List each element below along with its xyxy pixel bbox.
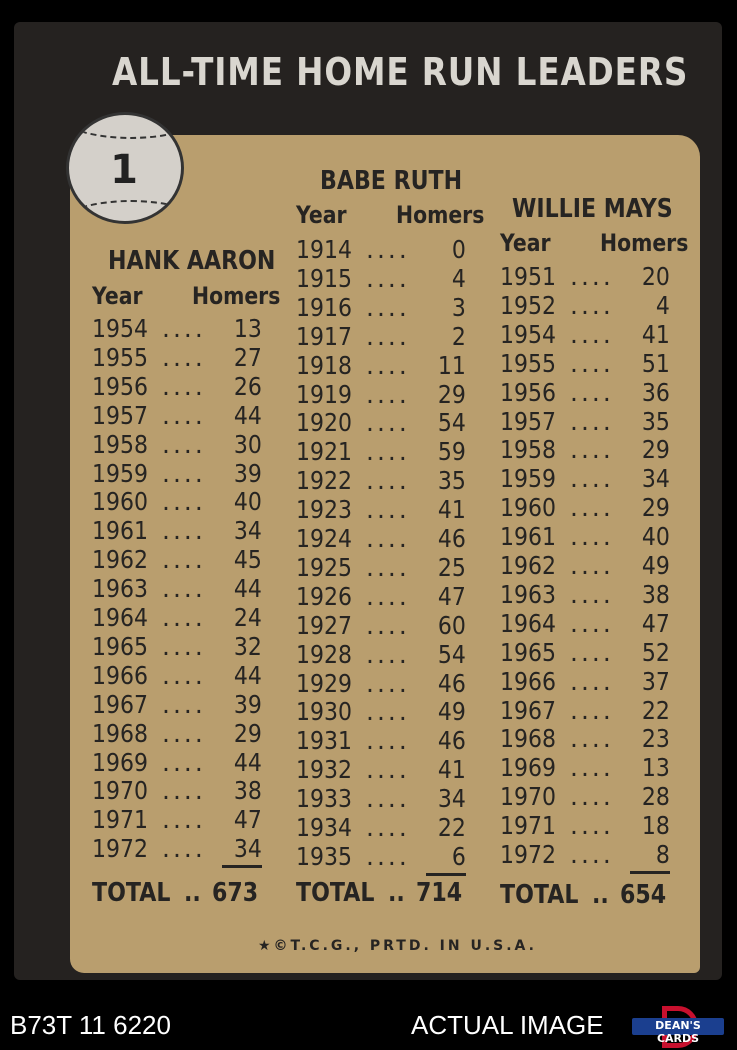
- stat-row: [92, 314, 262, 343]
- season-year: 1933: [296, 784, 352, 814]
- stat-row: [296, 495, 466, 524]
- season-year: 1916: [296, 292, 352, 322]
- season-homers: 36: [642, 377, 670, 407]
- leader-dots: ....: [570, 522, 614, 552]
- leader-dots: ....: [570, 608, 614, 638]
- season-homers: 28: [642, 782, 670, 812]
- stat-row: [296, 755, 466, 784]
- season-year: 1935: [296, 841, 352, 871]
- season-year: 1929: [296, 668, 352, 698]
- season-year: 1965: [92, 631, 148, 661]
- season-homers: 13: [642, 753, 670, 783]
- baseball-icon: [66, 112, 184, 224]
- card-title: ALL-TIME HOME RUN LEADERS: [112, 50, 689, 94]
- leader-dots: ....: [366, 697, 410, 727]
- total-homers: 714: [416, 878, 463, 908]
- season-year: 1968: [500, 724, 556, 754]
- leader-dots: ....: [366, 408, 410, 438]
- total-dots: ..: [592, 880, 609, 910]
- season-year: 1955: [92, 342, 148, 372]
- leader-dots: ....: [162, 660, 206, 690]
- season-year: 1967: [500, 695, 556, 725]
- season-year: 1954: [92, 314, 148, 343]
- season-homers: 25: [438, 552, 466, 582]
- stat-row: [92, 401, 262, 430]
- stat-row: [500, 811, 670, 840]
- season-year: 1928: [296, 639, 352, 669]
- leader-dots: ....: [366, 321, 410, 351]
- total-dots: ..: [388, 878, 405, 908]
- stat-row: [92, 748, 262, 777]
- leader-dots: ....: [162, 342, 206, 372]
- season-year: 1927: [296, 610, 352, 640]
- leader-dots: ....: [162, 834, 206, 864]
- total-label: TOTAL: [296, 878, 375, 908]
- season-homers: 51: [642, 348, 670, 378]
- stat-row: [500, 320, 670, 349]
- season-homers: 49: [438, 697, 466, 727]
- homers-header: Homers: [600, 229, 689, 257]
- leader-dots: ....: [570, 319, 614, 349]
- season-homers: 46: [438, 726, 466, 756]
- season-homers: 29: [642, 435, 670, 465]
- homers-header: Homers: [192, 282, 281, 310]
- season-homers: 34: [438, 784, 466, 814]
- stat-row: [92, 805, 262, 834]
- leader-dots: ....: [570, 290, 614, 320]
- season-year: 1923: [296, 495, 352, 525]
- leader-dots: ....: [162, 805, 206, 835]
- stat-row: [296, 842, 466, 871]
- leader-dots: ....: [570, 377, 614, 407]
- season-homers: 27: [234, 342, 262, 372]
- sum-rule: [630, 871, 670, 874]
- leader-dots: ....: [366, 437, 410, 467]
- leader-dots: ....: [366, 552, 410, 582]
- stat-row: [296, 726, 466, 755]
- stat-row: [92, 343, 262, 372]
- stat-row: [500, 696, 670, 725]
- season-homers: 47: [642, 608, 670, 638]
- season-homers: 44: [234, 400, 262, 430]
- leader-dots: ....: [162, 776, 206, 806]
- stat-row: [92, 545, 262, 574]
- stat-row: [296, 264, 466, 293]
- season-homers: 60: [438, 610, 466, 640]
- stat-row: [296, 813, 466, 842]
- stat-row: [500, 667, 670, 696]
- sum-rule: [426, 873, 466, 876]
- season-homers: 2: [452, 321, 466, 351]
- season-homers: 34: [642, 464, 670, 494]
- stat-row: [296, 524, 466, 553]
- season-year: 1921: [296, 437, 352, 467]
- stat-row: [92, 776, 262, 805]
- season-homers: 47: [438, 581, 466, 611]
- season-year: 1951: [500, 262, 556, 291]
- season-year: 1931: [296, 726, 352, 756]
- season-homers: 38: [642, 579, 670, 609]
- season-homers: 34: [234, 834, 262, 864]
- season-year: 1960: [92, 487, 148, 517]
- leader-dots: ....: [366, 292, 410, 322]
- leader-dots: ....: [366, 668, 410, 698]
- actual-image-label: ACTUAL IMAGE: [411, 1010, 604, 1040]
- season-homers: 20: [642, 262, 670, 291]
- leader-dots: ....: [162, 400, 206, 430]
- leader-dots: ....: [162, 718, 206, 748]
- leader-dots: ....: [570, 666, 614, 696]
- season-year: 1920: [296, 408, 352, 438]
- leader-dots: ....: [162, 371, 206, 401]
- leader-dots: ....: [366, 784, 410, 814]
- season-homers: 39: [234, 458, 262, 488]
- season-year: 1961: [500, 522, 556, 552]
- deans-cards-logo: [632, 1006, 724, 1044]
- leader-dots: ....: [366, 755, 410, 785]
- stat-row: [296, 351, 466, 380]
- leader-dots: ....: [366, 524, 410, 553]
- leader-dots: ....: [570, 579, 614, 609]
- stat-row: [500, 407, 670, 436]
- leader-dots: ....: [162, 516, 206, 546]
- leader-dots: ....: [570, 406, 614, 436]
- leader-dots: ....: [366, 726, 410, 756]
- stat-row: [500, 638, 670, 667]
- season-year: 1956: [500, 377, 556, 407]
- leader-dots: ....: [162, 574, 206, 604]
- season-year: 1963: [500, 579, 556, 609]
- season-year: 1964: [500, 608, 556, 638]
- season-homers: 8: [656, 840, 670, 869]
- leader-dots: ....: [570, 637, 614, 667]
- season-homers: 22: [438, 813, 466, 842]
- total-homers: 654: [620, 880, 667, 910]
- season-year: 1954: [500, 319, 556, 349]
- stat-row: [500, 291, 670, 320]
- leader-dots: ....: [366, 495, 410, 525]
- leader-dots: ....: [366, 841, 410, 871]
- season-year: 1971: [92, 805, 148, 835]
- season-year: 1952: [500, 290, 556, 320]
- stat-row: [500, 349, 670, 378]
- season-year: 1934: [296, 813, 352, 842]
- stat-row: [296, 582, 466, 611]
- stat-row: [500, 378, 670, 407]
- stat-row: [92, 459, 262, 488]
- leader-dots: ....: [366, 350, 410, 380]
- season-homers: 38: [234, 776, 262, 806]
- leader-dots: ....: [570, 840, 614, 869]
- stat-row: [296, 640, 466, 669]
- stat-row: [92, 632, 262, 661]
- player-name: BABE RUTH: [320, 166, 463, 196]
- season-year: 1961: [92, 516, 148, 546]
- season-year: 1958: [500, 435, 556, 465]
- season-homers: 23: [642, 724, 670, 754]
- leader-dots: ....: [366, 263, 410, 293]
- season-year: 1915: [296, 263, 352, 293]
- season-homers: 29: [438, 379, 466, 409]
- season-year: 1957: [92, 400, 148, 430]
- stat-row: [92, 430, 262, 459]
- season-year: 1960: [500, 493, 556, 523]
- leader-dots: ....: [570, 262, 614, 291]
- stat-row: [500, 522, 670, 551]
- season-year: 1919: [296, 379, 352, 409]
- season-homers: 46: [438, 668, 466, 698]
- stat-row: [92, 487, 262, 516]
- stat-row: [92, 661, 262, 690]
- leader-dots: ....: [570, 811, 614, 841]
- season-homers: 34: [234, 516, 262, 546]
- season-year: 1918: [296, 350, 352, 380]
- season-homers: 32: [234, 631, 262, 661]
- leader-dots: ....: [162, 458, 206, 488]
- stat-row: [500, 724, 670, 753]
- leader-dots: ....: [570, 753, 614, 783]
- logo-text: DEAN'S CARDS: [655, 1019, 701, 1045]
- season-homers: 44: [234, 574, 262, 604]
- season-year: 1969: [92, 747, 148, 777]
- stat-row: [296, 235, 466, 264]
- leader-dots: ....: [570, 551, 614, 580]
- leader-dots: ....: [570, 782, 614, 812]
- season-year: 1967: [92, 689, 148, 719]
- season-year: 1964: [92, 603, 148, 632]
- leader-dots: ....: [570, 348, 614, 378]
- season-year: 1966: [500, 666, 556, 696]
- season-homers: 22: [642, 695, 670, 725]
- season-year: 1970: [500, 782, 556, 812]
- season-year: 1968: [92, 718, 148, 748]
- leader-dots: ....: [570, 464, 614, 494]
- stat-row: [92, 719, 262, 748]
- stat-row: [500, 580, 670, 609]
- season-year: 1958: [92, 429, 148, 459]
- stat-row: [92, 372, 262, 401]
- season-homers: 41: [438, 755, 466, 785]
- year-header: Year: [92, 282, 143, 310]
- season-homers: 35: [438, 466, 466, 496]
- season-homers: 30: [234, 429, 262, 459]
- season-year: 1926: [296, 581, 352, 611]
- leader-dots: ....: [366, 466, 410, 496]
- season-homers: 52: [642, 637, 670, 667]
- stat-row: [500, 435, 670, 464]
- stat-row: [296, 293, 466, 322]
- stat-row: [500, 262, 670, 291]
- player-name: WILLIE MAYS: [512, 194, 673, 224]
- season-homers: 46: [438, 524, 466, 553]
- season-homers: 59: [438, 437, 466, 467]
- leader-dots: ....: [366, 610, 410, 640]
- season-homers: 41: [642, 319, 670, 349]
- stat-row: [500, 551, 670, 580]
- stat-row: [92, 516, 262, 545]
- sum-rule: [222, 865, 262, 868]
- season-year: 1966: [92, 660, 148, 690]
- stat-row: [500, 609, 670, 638]
- copyright-line: ★©T.C.G., PRTD. IN U.S.A.: [258, 938, 537, 954]
- season-year: 1956: [92, 371, 148, 401]
- leader-dots: ....: [570, 435, 614, 465]
- season-homers: 3: [452, 292, 466, 322]
- season-homers: 47: [234, 805, 262, 835]
- stat-row: [296, 437, 466, 466]
- season-homers: 0: [452, 235, 466, 264]
- stat-row: [296, 669, 466, 698]
- season-homers: 24: [234, 603, 262, 632]
- leader-dots: ....: [162, 545, 206, 575]
- stat-row: [296, 322, 466, 351]
- leader-dots: ....: [570, 724, 614, 754]
- season-homers: 6: [452, 841, 466, 871]
- season-year: 1917: [296, 321, 352, 351]
- stat-row: [92, 574, 262, 603]
- season-year: 1914: [296, 235, 352, 264]
- season-homers: 29: [642, 493, 670, 523]
- stat-row: [296, 553, 466, 582]
- leader-dots: ....: [162, 487, 206, 517]
- season-year: 1957: [500, 406, 556, 436]
- total-label: TOTAL: [92, 878, 171, 908]
- leader-dots: ....: [366, 379, 410, 409]
- season-year: 1972: [500, 840, 556, 869]
- stat-row: [296, 408, 466, 437]
- season-homers: 54: [438, 639, 466, 669]
- stat-row: [296, 697, 466, 726]
- season-homers: 18: [642, 811, 670, 841]
- stat-row: [500, 782, 670, 811]
- total-homers: 673: [212, 878, 259, 908]
- season-homers: 40: [642, 522, 670, 552]
- season-year: 1970: [92, 776, 148, 806]
- season-year: 1924: [296, 524, 352, 553]
- leader-dots: ....: [162, 429, 206, 459]
- leader-dots: ....: [162, 631, 206, 661]
- stat-row: [296, 611, 466, 640]
- leader-dots: ....: [366, 235, 410, 264]
- total-label: TOTAL: [500, 880, 579, 910]
- stat-row: [296, 784, 466, 813]
- stat-row: [500, 493, 670, 522]
- stat-row: [296, 466, 466, 495]
- stat-row: [500, 464, 670, 493]
- leader-dots: ....: [162, 314, 206, 343]
- leader-dots: ....: [162, 747, 206, 777]
- season-homers: 45: [234, 545, 262, 575]
- season-year: 1922: [296, 466, 352, 496]
- player-name: HANK AARON: [108, 246, 276, 276]
- season-year: 1969: [500, 753, 556, 783]
- homers-header: Homers: [396, 201, 485, 229]
- season-homers: 41: [438, 495, 466, 525]
- stat-row: [92, 834, 262, 863]
- season-homers: 13: [234, 314, 262, 343]
- season-homers: 39: [234, 689, 262, 719]
- season-homers: 54: [438, 408, 466, 438]
- season-year: 1963: [92, 574, 148, 604]
- season-homers: 44: [234, 747, 262, 777]
- stat-row: [500, 753, 670, 782]
- leader-dots: ....: [570, 493, 614, 523]
- season-homers: 4: [656, 290, 670, 320]
- year-header: Year: [500, 229, 551, 257]
- leader-dots: ....: [366, 813, 410, 842]
- season-year: 1930: [296, 697, 352, 727]
- season-year: 1965: [500, 637, 556, 667]
- season-year: 1962: [500, 551, 556, 580]
- season-homers: 11: [438, 350, 466, 380]
- season-homers: 26: [234, 371, 262, 401]
- season-homers: 29: [234, 718, 262, 748]
- season-year: 1925: [296, 552, 352, 582]
- season-year: 1962: [92, 545, 148, 575]
- total-dots: ..: [184, 878, 201, 908]
- season-year: 1959: [500, 464, 556, 494]
- stat-row: [296, 380, 466, 409]
- season-homers: 35: [642, 406, 670, 436]
- inventory-code: B73T 11 6220: [10, 1010, 171, 1040]
- season-year: 1971: [500, 811, 556, 841]
- season-homers: 44: [234, 660, 262, 690]
- stat-row: [500, 840, 670, 869]
- leader-dots: ....: [366, 639, 410, 669]
- stat-row: [92, 690, 262, 719]
- season-homers: 40: [234, 487, 262, 517]
- season-year: 1932: [296, 755, 352, 785]
- season-homers: 49: [642, 551, 670, 580]
- stat-row: [92, 603, 262, 632]
- leader-dots: ....: [570, 695, 614, 725]
- card-number: 1: [110, 147, 138, 193]
- season-homers: 4: [452, 263, 466, 293]
- leader-dots: ....: [162, 603, 206, 632]
- season-homers: 37: [642, 666, 670, 696]
- leader-dots: ....: [162, 689, 206, 719]
- season-year: 1955: [500, 348, 556, 378]
- season-year: 1972: [92, 834, 148, 864]
- season-year: 1959: [92, 458, 148, 488]
- leader-dots: ....: [366, 581, 410, 611]
- year-header: Year: [296, 201, 347, 229]
